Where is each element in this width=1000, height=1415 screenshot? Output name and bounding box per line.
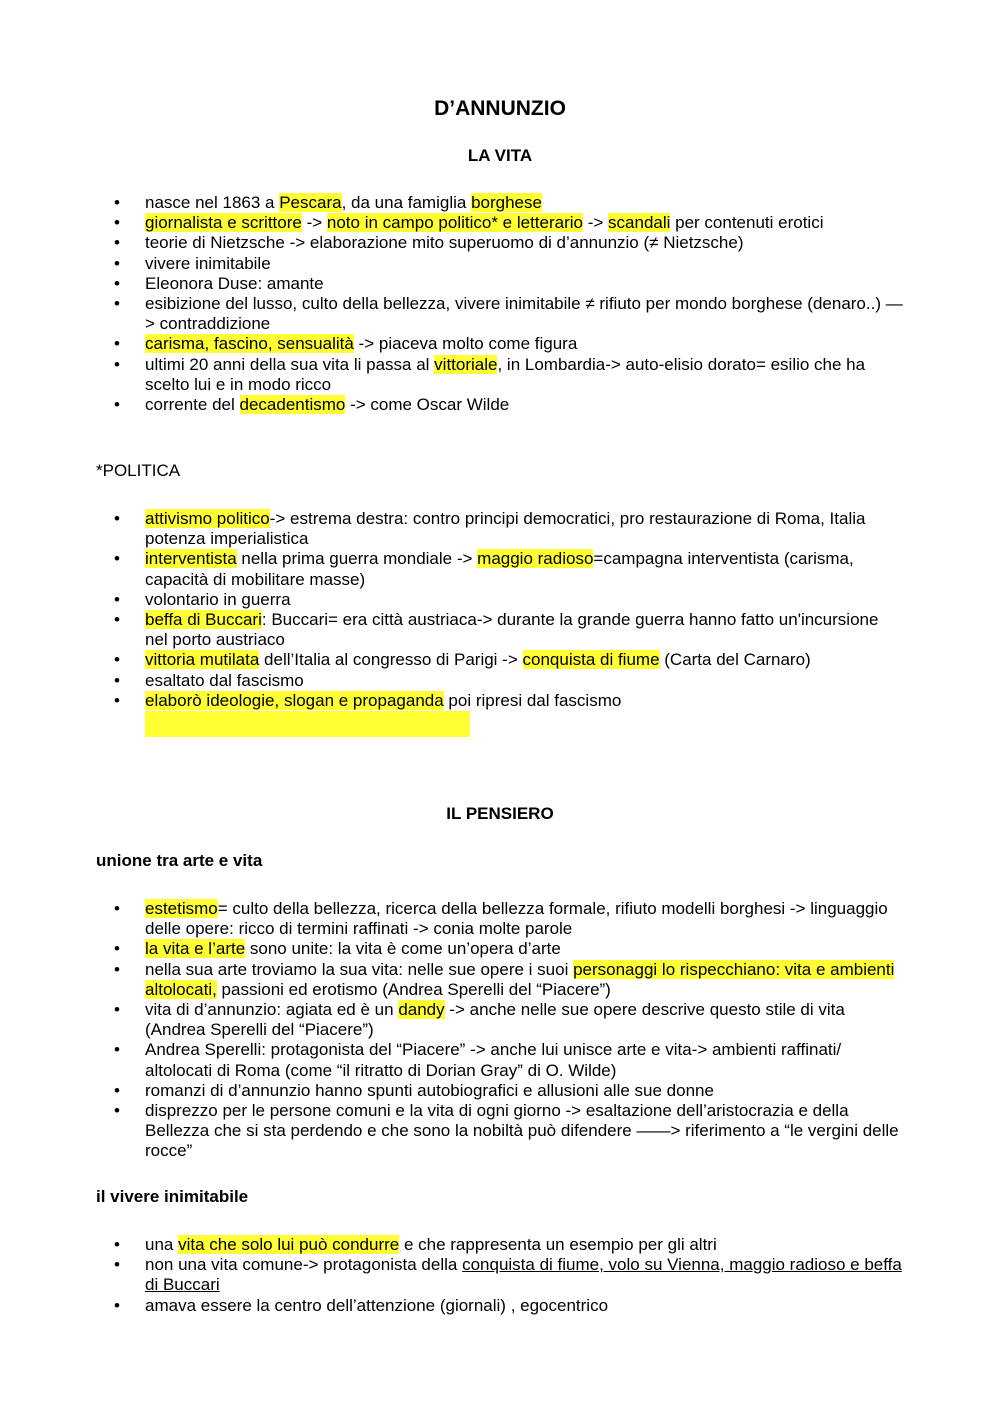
highlighted-text: borghese <box>471 193 542 212</box>
text-run: una <box>145 1235 179 1254</box>
highlight-block <box>145 711 470 737</box>
highlighted-text: vittoria mutilata <box>145 650 260 670</box>
text-run: vita di d’annunzio: agiata ed è un <box>145 1000 399 1020</box>
underlined-text: conquista di fiume, volo su Vienna, maggio radioso e beffa di Buccari <box>145 1255 902 1295</box>
text-run: esibizione del lusso, culto della bellezza, vivere inimitabile ≠ rifiuto per mondo borghese (denaro..) —> contraddizione <box>145 294 903 334</box>
highlighted-text: beffa di Buccari <box>145 610 262 630</box>
text-run: vivere inimitabile <box>145 253 271 273</box>
highlighted-text: maggio radioso <box>477 549 594 569</box>
list-item <box>0 1101 905 1162</box>
list-item <box>0 610 905 650</box>
text-run: , da una famiglia <box>341 193 472 212</box>
list-item <box>0 650 905 670</box>
list-item <box>0 355 905 395</box>
text-run: (Carta del Carnaro) <box>659 650 811 670</box>
highlighted-text: personaggi lo rispecchiano: vita e ambienti altolocati, <box>145 959 895 999</box>
list-item <box>0 395 905 415</box>
highlighted-text: la vita e l’arte <box>145 939 246 959</box>
highlighted-text: attivismo politico <box>145 509 270 528</box>
text-run: = culto della bellezza, ricerca della bellezza formale, rifiuto modelli borghesi -> linguaggio delle opere: ricco di termini raffinati -> conia molte parole <box>145 899 888 939</box>
highlighted-text: elaborò ideologie, slogan e propaganda <box>145 690 444 710</box>
list-item <box>0 1255 905 1295</box>
text-run: per contenuti erotici <box>670 213 824 233</box>
list-item <box>0 193 905 213</box>
section-title-vita: LA VITA <box>467 146 533 165</box>
text-run: sono unite: la vita è come un’opera d’arte <box>245 939 561 959</box>
highlighted-text: carisma, fascino, sensualità <box>145 334 354 354</box>
list-item <box>0 1000 905 1040</box>
list-item <box>0 590 905 610</box>
list-politica <box>0 509 1000 711</box>
list-item <box>0 254 905 274</box>
text-run: -> estrema destra: contro principi democratici, pro restaurazione di Roma, Italia potenza imperialistica <box>145 509 866 549</box>
text-run: -> <box>301 213 327 233</box>
list-item <box>0 899 905 939</box>
highlighted-text: conquista di fiume <box>522 650 660 670</box>
text-run: : Buccari= era città austriaca-> durante la grande guerra hanno fatto un'incursione nel porto austriaco <box>145 610 879 650</box>
text-run: Andrea Sperelli: protagonista del “Piacere” -> anche lui unisce arte e vita-> ambienti raffinati/ altolocati di Roma (come “il ritratto di Dorian Gray” di O. Wilde) <box>145 1040 842 1080</box>
list-item <box>0 1081 905 1101</box>
highlighted-text: decadentismo <box>239 395 346 415</box>
highlighted-text: vita che solo lui può condurre <box>178 1235 400 1254</box>
text-run: Eleonora Duse: amante <box>145 273 324 293</box>
text-run: =campagna interventista (carisma, capacità di mobilitare masse) <box>145 549 854 589</box>
text-run: esaltato dal fascismo <box>145 670 304 690</box>
text-run: e che rappresenta un esempio per gli altri <box>399 1235 717 1254</box>
highlighted-text: vittoriale <box>434 354 498 374</box>
highlighted-text: estetismo <box>145 899 218 918</box>
text-run: non una vita comune-> protagonista della <box>145 1255 463 1275</box>
text-run: ultimi 20 anni della sua vita li passa al <box>145 354 435 374</box>
list-item <box>0 509 905 549</box>
text-run: disprezzo per le persone comuni e la vita di ogni giorno -> esaltazione dell’aristocrazia e della Bellezza che si sta perdendo e che sono la nobiltà può difendere ——> riferimento a “le vergini delle rocce” <box>145 1101 899 1161</box>
highlighted-text: interventista <box>145 549 237 569</box>
text-run: amava essere la centro dell’attenzione (giornali) , egocentrico <box>145 1295 609 1315</box>
text-run: romanzi di d’annunzio hanno spunti autobiografici e allusioni alle sue donne <box>145 1080 714 1100</box>
text-run: , in Lombardia-> auto-elisio dorato= esilio che ha scelto lui e in modo ricco <box>145 354 866 394</box>
subheading-vivere-inimitabile: il vivere inimitabile <box>96 1187 249 1206</box>
highlighted-text: noto in campo politico* e letterario <box>326 213 583 233</box>
text-run: corrente del <box>145 395 240 415</box>
text-run: volontario in guerra <box>145 589 291 609</box>
text-run: -> piaceva molto come figura <box>353 334 578 354</box>
list-item <box>0 691 905 711</box>
list-item <box>0 274 905 294</box>
list-item <box>0 1296 905 1316</box>
list-vita <box>0 193 1000 415</box>
list-vivere-inimitabile <box>0 1235 1000 1316</box>
list-item <box>0 939 905 959</box>
section-title-pensiero: IL PENSIERO <box>446 804 554 823</box>
text-run: nella prima guerra mondiale -> <box>236 549 478 569</box>
text-run: nasce nel 1863 a <box>145 193 280 212</box>
list-item <box>0 960 905 1000</box>
text-run: teorie di Nietzsche -> elaborazione mito superuomo di d’annunzio (≠ Nietzsche) <box>145 233 744 253</box>
text-run: -> come Oscar Wilde <box>345 395 510 415</box>
text-run: passioni ed erotismo (Andrea Sperelli del “Piacere”) <box>216 979 611 999</box>
list-item <box>0 233 905 253</box>
list-item <box>0 671 905 691</box>
highlighted-text: dandy <box>398 1000 445 1020</box>
list-item <box>0 294 905 334</box>
list-item <box>0 213 905 233</box>
list-item <box>0 549 905 589</box>
list-item <box>0 334 905 354</box>
text-run: -> anche nelle sue opere descrive questo stile di vita (Andrea Sperelli del “Piacere”) <box>145 1000 845 1040</box>
text-run: nella sua arte troviamo la sua vita: nelle sue opere i suoi <box>145 959 574 979</box>
list-item <box>0 1235 905 1255</box>
list-item <box>0 1040 905 1080</box>
highlighted-text: scandali <box>608 213 671 233</box>
section-title-politica: *POLITICA <box>96 461 181 480</box>
highlighted-text: Pescara <box>279 193 342 212</box>
list-arte-vita <box>0 899 1000 1162</box>
text-run: -> <box>582 213 609 233</box>
highlighted-text: giornalista e scrittore <box>145 213 302 233</box>
text-run: dell’Italia al congresso di Parigi -> <box>259 650 523 670</box>
document-title: D’ANNUNZIO <box>434 97 566 120</box>
subheading-arte-vita: unione tra arte e vita <box>96 851 263 870</box>
text-run: poi ripresi dal fascismo <box>443 690 622 710</box>
